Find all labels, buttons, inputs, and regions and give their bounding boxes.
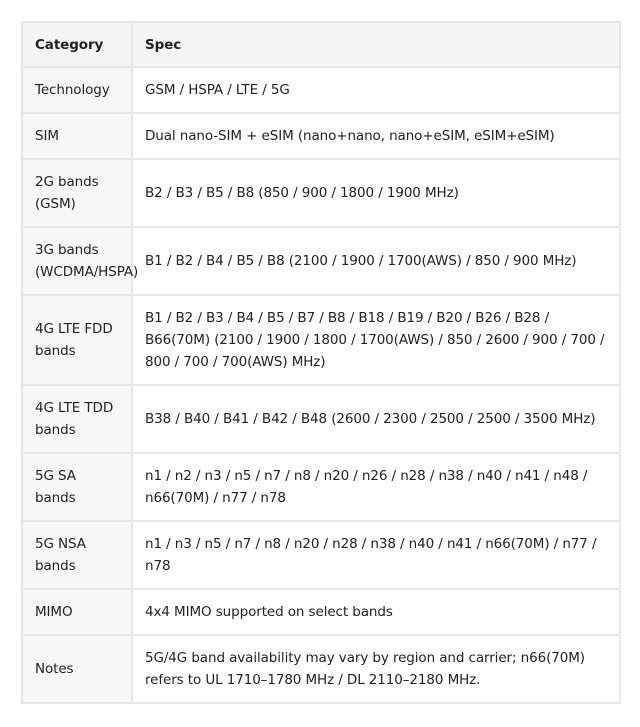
spec-table-container xyxy=(21,21,619,704)
row-spec: B38 / B40 / B41 / B42 / B48 (2600 / 2300 / 2500 / 2500 / 3500 MHz) xyxy=(132,385,620,453)
table-row xyxy=(22,227,620,295)
row-spec: 5G/4G band availability may vary by region and carrier; n66(70M) refers to UL 1710–1780 MHz / DL 2110–2180 MHz. xyxy=(132,635,620,703)
table-row xyxy=(22,453,620,521)
row-spec: n1 / n3 / n5 / n7 / n8 / n20 / n28 / n38 / n40 / n41 / n66(70M) / n77 / n78 xyxy=(132,521,620,589)
table-row xyxy=(22,113,620,159)
header-spec: Spec xyxy=(132,22,620,67)
row-spec: Dual nano-SIM + eSIM (nano+nano, nano+eSIM, eSIM+eSIM) xyxy=(132,113,620,159)
table-row xyxy=(22,521,620,589)
table-row xyxy=(22,295,620,385)
header-category: Category xyxy=(22,22,132,67)
table-row xyxy=(22,159,620,227)
row-spec: B1 / B2 / B3 / B4 / B5 / B7 / B8 / B18 / B19 / B20 / B26 / B28 / B66(70M) (2100 / 1900 / 1800 / 1700(AWS) / 850 / 2600 / 900 / 700 / 800 / 700 / 700(AWS) MHz) xyxy=(132,295,620,385)
row-category: Notes xyxy=(22,635,132,703)
table-row xyxy=(22,67,620,113)
table-header-row xyxy=(22,22,620,67)
row-category: 5G SA bands xyxy=(22,453,132,521)
row-category: SIM xyxy=(22,113,132,159)
row-category: Technology xyxy=(22,67,132,113)
row-category: 2G bands (GSM) xyxy=(22,159,132,227)
spec-table xyxy=(21,21,621,704)
row-spec: B1 / B2 / B4 / B5 / B8 (2100 / 1900 / 1700(AWS) / 850 / 900 MHz) xyxy=(132,227,620,295)
row-spec: B2 / B3 / B5 / B8 (850 / 900 / 1800 / 1900 MHz) xyxy=(132,159,620,227)
row-spec: GSM / HSPA / LTE / 5G xyxy=(132,67,620,113)
row-category: 4G LTE TDD bands xyxy=(22,385,132,453)
row-category: MIMO xyxy=(22,589,132,635)
row-category: 4G LTE FDD bands xyxy=(22,295,132,385)
table-row xyxy=(22,589,620,635)
row-spec: n1 / n2 / n3 / n5 / n7 / n8 / n20 / n26 / n28 / n38 / n40 / n41 / n48 / n66(70M) / n77 / n78 xyxy=(132,453,620,521)
row-category: 5G NSA bands xyxy=(22,521,132,589)
table-row xyxy=(22,385,620,453)
row-category: 3G bands (WCDMA/HSPA) xyxy=(22,227,132,295)
table-row xyxy=(22,635,620,703)
row-spec: 4x4 MIMO supported on select bands xyxy=(132,589,620,635)
